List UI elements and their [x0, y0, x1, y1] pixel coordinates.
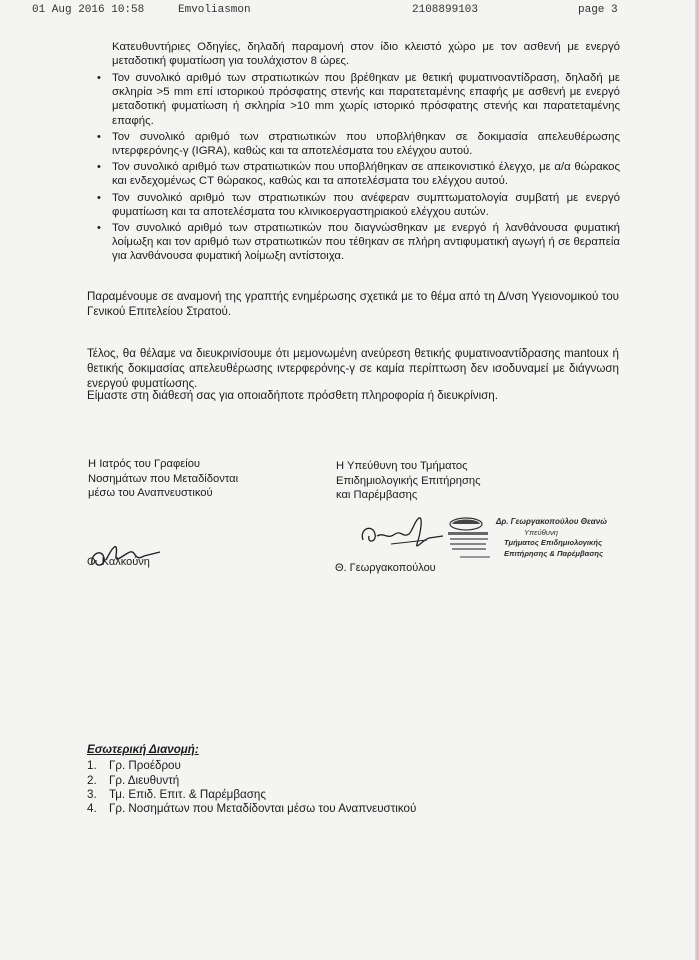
- service-stamp-icon: [440, 514, 496, 564]
- fax-page-number: page 3: [578, 4, 618, 16]
- list-item: • Τον συνολικό αριθμό των στρατιωτικών που ανέφεραν συμπτωματολογία συμβατή με ενεργό φυματίωση και τα αποτελέσματα του κλινικοεργαστηριακού ελέγχου αυτών.: [97, 191, 620, 218]
- fax-sender: Emvoliasmon: [178, 4, 251, 16]
- paragraph-closing: Είμαστε στη διάθεσή σας για οποιαδήποτε πρόσθετη πληροφορία ή διευκρίνιση.: [87, 389, 498, 402]
- fax-date: 01 Aug 2016 10:58: [32, 4, 145, 16]
- paragraph-awaiting-update: Παραμένουμε σε αναμονή της γραπτής ενημέρωσης σχετικά με το θέμα από τη Δ/νση Υγειονομικού του Γενικού Επιτελείου Στρατού.: [87, 290, 619, 318]
- bullet-icon: •: [97, 72, 101, 84]
- signatory-name-left: Ο. Καλκούνη: [87, 556, 150, 568]
- distribution-title: Εσωτερική Διανομή:: [87, 743, 199, 756]
- fax-header: [32, 4, 642, 20]
- bullet-icon: •: [97, 130, 101, 143]
- list-item: • Τον συνολικό αριθμό των στρατιωτικών που υποβλήθηκαν σε δοκιμασία απελευθέρωσης ιντερφερόνης-γ (IGRA), καθώς και τα αποτελέσματα του ελέγχου αυτού.: [97, 130, 620, 158]
- handwritten-signature-right: [357, 510, 447, 558]
- bullet-list: [95, 71, 620, 266]
- list-item: 1. Γρ. Προέδρου: [87, 759, 181, 773]
- signature-block-right: Η Υπεύθυνη του Τμήματος Επιδημιολογικής Επιτήρησης και Παρέμβασης: [336, 460, 481, 501]
- official-stamp: Δρ. Γεωργακοπούλου Θεανώ Υπεύθυνη Τμήματος Επιδημιολογικής Επιτήρησης & Παρέμβασης: [496, 517, 607, 558]
- fax-phone: 2108899103: [412, 4, 479, 16]
- list-item: • Τον συνολικό αριθμό των στρατιωτικών που διαγνώσθηκαν με ενεργό ή λανθάνουσα φυματική λοίμωξη και τον αριθμό των στρατιωτικών που τέθηκαν σε πλήρη αντιφυματική αγωγή ή σε θεραπεία για λανθάνουσα φυματική λοίμωξη αντίστοιχα.: [97, 222, 620, 263]
- signature-block-left: Η Ιατρός του Γραφείου Νοσημάτων που Μεταδίδονται μέσω του Αναπνευστικού: [88, 458, 239, 499]
- list-item: • Τον συνολικό αριθμό των στρατιωτικών που υποβλήθηκαν σε απεικονιστικό έλεγχο, με α/α θώρακος και ενδεχομένως CT θώρακος, καθώς και τα αποτελέσματα του ελέγχου αυτού.: [97, 161, 620, 188]
- intro-paragraph: Κατευθυντήριες Οδηγίες, δηλαδή παραμονή στον ίδιο κλειστό χώρο με τον ασθενή με ενεργό μεταδοτική φυματίωση για τουλάχιστον 8 ώρες.: [112, 41, 620, 68]
- bullet-icon: •: [97, 191, 101, 204]
- list-item: 3. Τμ. Επιδ. Επιτ. & Παρέμβασης: [87, 787, 266, 801]
- internal-distribution: [87, 743, 416, 816]
- paragraph-clarification: Τέλος, θα θέλαμε να διευκρινίσουμε ότι μεμονωμένη ανεύρεση θετικής φυματινοαντίδρασης mantoux ή θετικής δοκιμασίας απελευθέρωσης ιντερφερόνης-γ σε καμία περίπτωση δεν ισοδυναμεί με διάγνωση ενεργού φυματίωσης.: [87, 347, 619, 390]
- list-item: 4. Γρ. Νοσημάτων που Μεταδίδονται μέσω του Αναπνευστικού: [87, 802, 417, 816]
- list-item: 2. Γρ. Διευθυντή: [87, 773, 180, 787]
- signatory-name-right: Θ. Γεωργακοπούλου: [335, 562, 436, 574]
- bullet-icon: •: [97, 222, 101, 235]
- distribution-list: [87, 759, 416, 816]
- bullet-icon: •: [97, 161, 101, 174]
- list-item: • Τον συνολικό αριθμό των στρατιωτικών που βρέθηκαν με θετική φυματινοαντίδραση, δηλαδή με σκληρία >5 mm επί ιστορικού πρόσφατης στενής και παρατεταμένης επαφής με ασθενή με ενεργό μεταδοτική φυματίωση ή σκληρία >10 mm χωρίς ιστορικό πρόσφατης στενής και παρατεταμένης επαφής.: [97, 72, 620, 127]
